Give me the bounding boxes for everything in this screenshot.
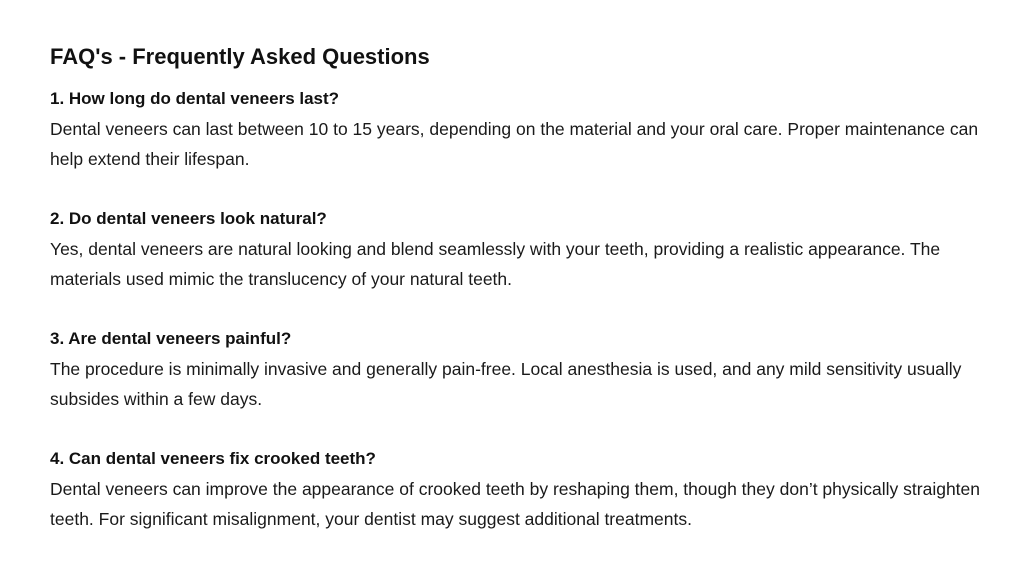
faq-answer: Dental veneers can last between 10 to 15 years, depending on the material and your oral care. Proper maintenance can help extend their lifespan.: [50, 119, 979, 169]
faq-question: 4. Can dental veneers fix crooked teeth?: [50, 449, 376, 468]
faq-item-1: [50, 84, 990, 174]
faq-question: 3. Are dental veneers painful?: [50, 329, 292, 348]
faq-answer: Yes, dental veneers are natural looking and blend seamlessly with your teeth, providing a realistic appearance. The materials used mimic the translucency of your natural teeth.: [50, 239, 941, 289]
faq-page: [50, 40, 990, 564]
page-title: FAQ's - Frequently Asked Questions: [50, 44, 430, 69]
faq-answer: The procedure is minimally invasive and generally pain-free. Local anesthesia is used, and any mild sensitivity usually subsides within a few days.: [50, 359, 962, 409]
faq-question: 2. Do dental veneers look natural?: [50, 209, 327, 228]
faq-question: 1. How long do dental veneers last?: [50, 89, 340, 108]
faq-item-3: [50, 324, 990, 414]
faq-answer: Dental veneers can improve the appearance of crooked teeth by reshaping them, though they don’t physically straighten teeth. For significant misalignment, your dentist may suggest additional treatments.: [50, 479, 981, 529]
faq-item-4: [50, 444, 990, 534]
faq-item-2: [50, 204, 990, 294]
